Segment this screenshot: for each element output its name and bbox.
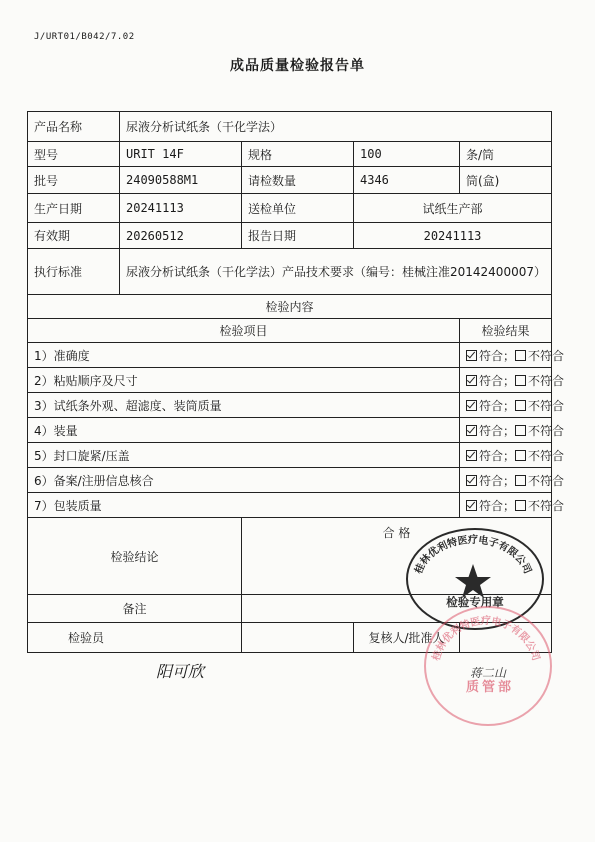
star-icon <box>455 564 491 598</box>
checkbox-fail-icon <box>515 450 526 461</box>
label-product-name: 产品名称 <box>28 112 120 142</box>
result-fail-text: 不符合 <box>528 473 565 488</box>
label-reviewer: 复核人/批准人 <box>354 623 460 653</box>
item-label: 3）试纸条外观、超滤度、装筒质量 <box>28 393 460 418</box>
dept-seal-label: 质管部 <box>465 680 514 695</box>
item-label: 4）装量 <box>28 418 460 443</box>
result-pass-text: 符合； <box>479 398 516 413</box>
result-fail-text: 不符合 <box>528 423 565 438</box>
value-standard: 尿液分析试纸条（干化学法）产品技术要求（编号：桂械注准20142400007） <box>120 249 552 295</box>
result-fail-text: 不符合 <box>528 348 565 363</box>
label-spec: 规格 <box>242 142 354 167</box>
row-model <box>28 142 552 167</box>
checkbox-pass-icon <box>466 400 477 411</box>
document-code: J/URT01/B042/7.02 <box>34 32 135 42</box>
label-conclusion: 检验结论 <box>28 518 242 595</box>
item-result <box>460 343 565 368</box>
checkbox-fail-icon <box>515 500 526 511</box>
result-pass-text: 符合； <box>479 473 516 488</box>
result-fail-text: 不符合 <box>528 373 565 388</box>
result-fail-text: 不符合 <box>528 448 565 463</box>
item-label: 7）包装质量 <box>28 493 460 518</box>
label-inspector: 检验员 <box>28 623 242 653</box>
result-pass-text: 符合； <box>479 348 516 363</box>
label-standard: 执行标准 <box>28 249 120 295</box>
row-batch <box>28 167 552 194</box>
value-model: URIT 14F <box>120 142 242 167</box>
content-header: 检验内容 <box>28 295 552 319</box>
label-production-date: 生产日期 <box>28 194 120 223</box>
inspection-seal-arc-text: 桂林优利特医疗电子有限公司 <box>413 535 533 576</box>
label-remark: 备注 <box>28 595 242 623</box>
value-report-date: 20241113 <box>354 223 552 249</box>
item-result <box>460 418 565 443</box>
row-standard <box>28 249 552 295</box>
item-result <box>460 368 565 393</box>
checkbox-fail-icon <box>515 475 526 486</box>
checkbox-fail-icon <box>515 375 526 386</box>
row-items-header <box>28 319 552 343</box>
item-result <box>460 443 565 468</box>
checkbox-fail-icon <box>515 350 526 361</box>
cell-inspector-signature <box>242 623 354 653</box>
dept-seal <box>424 606 552 726</box>
item-label: 1）准确度 <box>28 343 460 368</box>
svg-text:桂林优利特医疗电子有限公司 <box>429 614 543 662</box>
row-expiry <box>28 223 552 249</box>
result-pass-text: 符合； <box>479 423 516 438</box>
table-row <box>28 493 552 518</box>
result-pass-text: 符合； <box>479 498 516 513</box>
table-row <box>28 393 552 418</box>
inspector-signature: 阳可欣 <box>156 662 205 681</box>
result-pass-text: 符合； <box>479 373 516 388</box>
dept-seal-arc-text: 桂林优利特医疗电子有限公司 <box>430 616 542 663</box>
value-spec: 100 <box>354 142 460 167</box>
row-product-name <box>28 112 552 142</box>
value-production-date: 20241113 <box>120 194 242 223</box>
table-row <box>28 468 552 493</box>
checkbox-pass-icon <box>466 475 477 486</box>
value-send-unit: 试纸生产部 <box>354 194 552 223</box>
value-spec-unit: 条/筒 <box>460 142 552 167</box>
checkbox-pass-icon <box>466 425 477 436</box>
item-result <box>460 468 565 493</box>
item-label: 2）粘贴顺序及尺寸 <box>28 368 460 393</box>
inspection-items <box>28 343 565 518</box>
label-inspect-qty: 请检数量 <box>242 167 354 194</box>
result-pass-text: 符合； <box>479 448 516 463</box>
value-product-name: 尿液分析试纸条（干化学法） <box>120 112 552 142</box>
item-result <box>460 393 565 418</box>
inspection-seal-label: 检验专用章 <box>446 595 504 609</box>
value-qty-unit: 筒(盒) <box>460 167 552 194</box>
value-conclusion: 合 格 <box>242 518 552 595</box>
table-row <box>28 418 552 443</box>
label-send-unit: 送检单位 <box>242 194 354 223</box>
value-inspect-qty: 4346 <box>354 167 460 194</box>
checkbox-pass-icon <box>466 375 477 386</box>
item-result <box>460 493 565 518</box>
table-row <box>28 368 552 393</box>
checkbox-fail-icon <box>515 425 526 436</box>
row-content-header <box>28 295 552 319</box>
checkbox-pass-icon <box>466 450 477 461</box>
row-production-date <box>28 194 552 223</box>
label-expiry: 有效期 <box>28 223 120 249</box>
result-fail-text: 不符合 <box>528 398 565 413</box>
reviewer-signature: 蒋二山 <box>470 666 507 680</box>
checkbox-pass-icon <box>466 350 477 361</box>
item-header: 检验项目 <box>28 319 460 343</box>
label-model: 型号 <box>28 142 120 167</box>
label-report-date: 报告日期 <box>242 223 354 249</box>
table-row <box>28 443 552 468</box>
value-expiry: 20260512 <box>120 223 242 249</box>
item-label: 5）封口旋紧/压盖 <box>28 443 460 468</box>
table-row <box>28 343 552 368</box>
value-batch: 24090588M1 <box>120 167 242 194</box>
result-header: 检验结果 <box>460 319 552 343</box>
page-title: 成品质量检验报告单 <box>230 58 365 74</box>
checkbox-pass-icon <box>466 500 477 511</box>
checkbox-fail-icon <box>515 400 526 411</box>
label-batch: 批号 <box>28 167 120 194</box>
dept-seal-graphic <box>424 606 548 722</box>
item-label: 6）备案/注册信息核合 <box>28 468 460 493</box>
result-fail-text: 不符合 <box>528 498 565 513</box>
